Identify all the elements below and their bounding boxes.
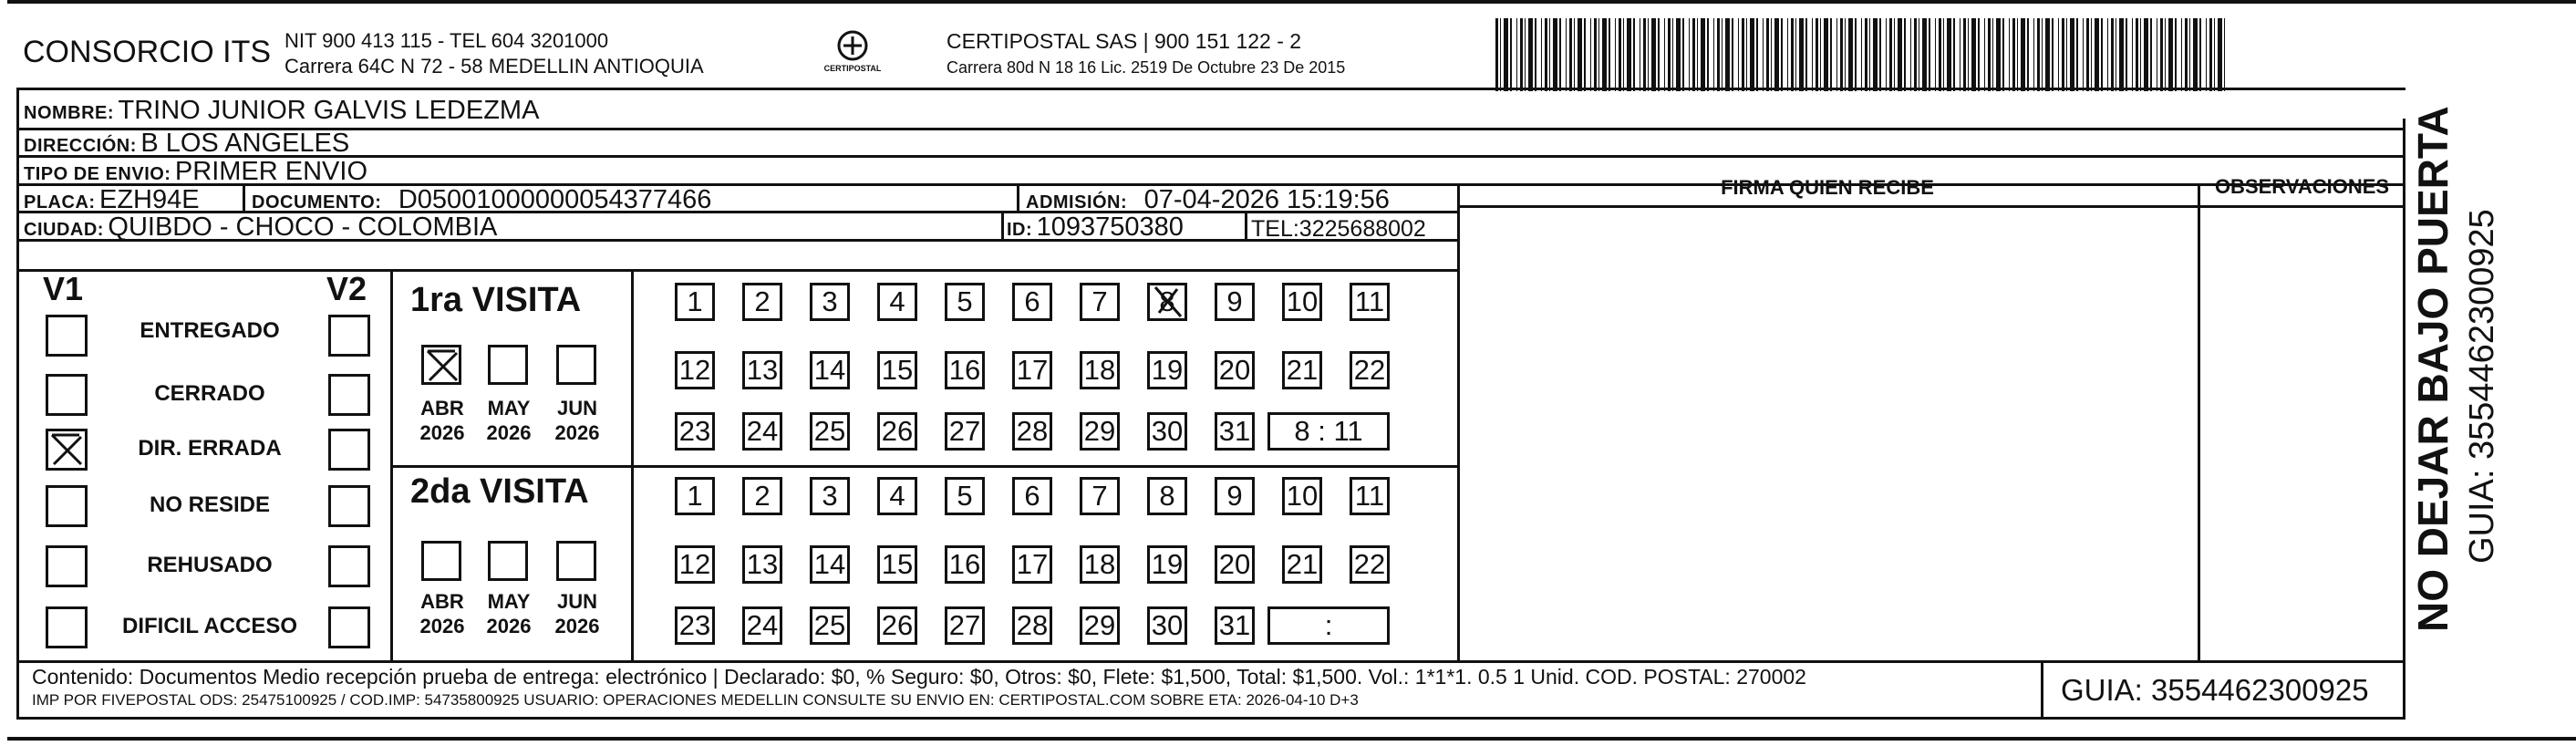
direccion-value: B LOS ANGELES [140,129,350,158]
month-label [479,589,539,638]
v2-checkbox[interactable] [328,374,370,416]
day-box[interactable]: 2 [742,283,782,321]
month-year: 2026 [419,421,465,444]
month-year: 2026 [486,615,532,637]
day-box[interactable]: 18 [1080,351,1120,389]
day-box[interactable]: 30 [1147,412,1187,451]
observaciones-header: OBSERVACIONES [2214,175,2390,198]
month-name: ABR [420,590,464,613]
day-box[interactable]: 27 [945,606,985,645]
day-box[interactable]: 31 [1215,412,1255,451]
day-box[interactable]: 23 [675,606,715,645]
day-box[interactable]: 16 [945,545,985,584]
day-box[interactable]: 23 [675,412,715,451]
day-box[interactable]: 18 [1080,545,1120,584]
day-box[interactable]: 19 [1147,351,1187,389]
v1-checkbox[interactable] [46,606,88,648]
firma-signature-area[interactable] [1461,208,2195,658]
v2-checkbox[interactable] [328,545,370,587]
day-box[interactable]: 26 [877,606,917,645]
month-year: 2026 [554,421,600,444]
v2-checkbox[interactable] [328,315,370,357]
day-box[interactable]: 1 [675,477,715,515]
footer-contenido: Contenido: Documentos Medio recepción prueba de entrega: electrónico | Declarado: $0, % Seguro: $0, Otros: $0, Flete: $1,500, Total: $1,500. Vol.: 1*1*1. 0.5 1 Unid. COD. POSTAL: 270002 [32,665,1806,689]
day-box[interactable]: 5 [945,283,985,321]
month-name: MAY [487,397,531,420]
tipo-row [24,157,367,187]
day-box[interactable]: 19 [1147,545,1187,584]
day-box[interactable]: 22 [1350,351,1390,389]
day-box[interactable]: 4 [877,283,917,321]
ciudad-label: CIUDAD: [24,220,104,240]
day-box[interactable]: 17 [1012,351,1052,389]
month-name: JUN [556,590,597,613]
ciudad-field [24,212,497,243]
day-box[interactable]: 22 [1350,545,1390,584]
day-box[interactable]: 14 [810,545,850,584]
month-checkbox[interactable] [421,541,461,581]
status-label: CERRADO [154,381,265,406]
courier-line: CERTIPOSTAL SAS | 900 151 122 - 2 [947,29,1302,53]
direccion-label: DIRECCIÓN: [24,136,137,156]
v1-label: V1 [43,270,84,307]
month-year: 2026 [554,615,600,637]
day-box[interactable]: 24 [742,412,782,451]
day-box[interactable]: 21 [1282,351,1322,389]
day-box[interactable]: 6 [1012,283,1052,321]
day-box[interactable]: 14 [810,351,850,389]
day-box[interactable]: 28 [1012,412,1052,451]
v1-checkbox[interactable] [46,315,88,357]
day-box[interactable]: 26 [877,412,917,451]
visita1-title: 1ra VISITA [410,281,582,319]
nombre-row [24,96,539,126]
month-name: JUN [556,397,597,420]
ciudad-value: QUIBDO - CHOCO - COLOMBIA [108,212,498,242]
day-box[interactable]: 13 [742,545,782,584]
v1-checkbox[interactable] [46,374,88,416]
day-box[interactable]: 9 [1215,283,1255,321]
tel-field [1251,216,1426,243]
day-box[interactable]: 28 [1012,606,1052,645]
v1-checkbox[interactable] [46,545,88,587]
month-checkbox[interactable] [556,345,596,385]
day-box[interactable]: 1 [675,283,715,321]
month-label [412,589,472,638]
placa-field [24,185,200,215]
company-address: Carrera 64C N 72 - 58 MEDELLIN ANTIOQUIA [284,55,704,78]
day-box[interactable]: 8 [1147,477,1187,515]
admision-label: ADMISIÓN: [1026,192,1128,212]
day-box[interactable]: 15 [877,545,917,584]
status-label: REHUSADO [147,553,273,577]
day-box[interactable]: 15 [877,351,917,389]
tipo-label: TIPO DE ENVIO: [24,164,171,184]
month-label [547,589,607,638]
direccion-row [24,129,349,159]
month-year: 2026 [486,421,532,444]
status-label: DIFICIL ACCESO [121,614,297,638]
day-box[interactable]: 6 [1012,477,1052,515]
day-box[interactable]: 16 [945,351,985,389]
day-box[interactable]: 24 [742,606,782,645]
day-box[interactable]: 21 [1282,545,1322,584]
day-box[interactable]: 20 [1215,351,1255,389]
day-box[interactable]: 7 [1080,477,1120,515]
day-box[interactable]: 2 [742,477,782,515]
day-box[interactable]: 4 [877,477,917,515]
day-box[interactable]: 10 [1282,477,1322,515]
documento-field [252,185,711,215]
month-checkbox[interactable] [488,541,528,581]
month-label [547,396,607,445]
status-label: NO RESIDE [149,492,271,517]
company-name: CONSORCIO ITS [23,35,272,69]
certipostal-logo [821,27,885,82]
time-box[interactable]: : [1267,606,1390,645]
day-box[interactable]: 29 [1080,606,1120,645]
time-box[interactable]: 8 : 11 [1267,412,1390,451]
day-box[interactable]: 11 [1350,283,1390,321]
day-box[interactable]: 31 [1215,606,1255,645]
tipo-value: PRIMER ENVIO [174,157,368,186]
month-label [412,396,472,445]
day-box[interactable]: 25 [810,412,850,451]
footer-guia: GUIA: 3554462300925 [2061,673,2369,707]
day-box[interactable]: 10 [1282,283,1322,321]
month-name: MAY [487,590,531,613]
day-box[interactable]: 7 [1080,283,1120,321]
day-box[interactable]: 30 [1147,606,1187,645]
nombre-label: NOMBRE: [24,103,115,123]
day-box[interactable]: 12 [675,351,715,389]
side-no-dejar: NO DEJAR BAJO PUERTA [2409,106,2457,632]
day-box[interactable]: 11 [1350,477,1390,515]
logo-text: CERTIPOSTAL [823,64,882,73]
day-box[interactable]: 3 [810,283,850,321]
nombre-value: TRINO JUNIOR GALVIS LEDEZMA [118,96,540,125]
tel-value: 3225688002 [1298,216,1426,242]
day-box[interactable]: 5 [945,477,985,515]
day-box[interactable]: 27 [945,412,985,451]
day-box[interactable]: 13 [742,351,782,389]
v1-checkbox[interactable] [46,429,88,471]
placa-value: EZH94E [99,185,200,214]
month-year: 2026 [419,615,465,637]
visita2-title: 2da VISITA [410,472,589,511]
day-box[interactable]: 9 [1215,477,1255,515]
id-label: ID: [1007,220,1033,240]
documento-label: DOCUMENTO: [252,192,382,212]
documento-value: D05001000000054377466 [398,185,712,214]
nit-line: NIT 900 413 115 - TEL 604 3201000 [284,29,609,52]
side-guia: GUIA: 3554462300925 [2463,209,2501,564]
day-box[interactable]: 20 [1215,545,1255,584]
month-label [479,396,539,445]
v1-checkbox[interactable] [46,485,88,527]
v2-label: V2 [326,270,367,307]
month-name: ABR [420,397,464,420]
day-box[interactable]: 3 [810,477,850,515]
tel-label: TEL: [1251,216,1299,242]
day-box[interactable]: 8 [1147,283,1187,321]
footer-imp: IMP POR FIVEPOSTAL ODS: 25475100925 / COD.IMP: 54735800925 USUARIO: OPERACIONES MEDELLIN CONSULTE SU ENVIO EN: CERTIPOSTAL.COM SOBRE ETA: 2026-04-10 D+3 [32,691,1359,709]
placa-label: PLACA: [24,192,96,212]
firma-header: FIRMA QUIEN RECIBE [1721,176,1934,199]
v2-checkbox[interactable] [328,429,370,471]
v2-checkbox[interactable] [328,485,370,527]
month-checkbox[interactable] [488,345,528,385]
courier-address: Carrera 80d N 18 16 Lic. 2519 De Octubre 23 De 2015 [947,58,1346,77]
admision-field [1026,185,1390,215]
id-field [1007,212,1184,243]
day-box[interactable]: 25 [810,606,850,645]
day-box[interactable]: 29 [1080,412,1120,451]
barcode [1495,18,2225,91]
v2-checkbox[interactable] [328,606,370,648]
day-box[interactable]: 17 [1012,545,1052,584]
id-value: 1093750380 [1036,212,1184,242]
status-label: ENTREGADO [140,318,280,343]
day-box[interactable]: 12 [675,545,715,584]
admision-value: 07-04-2026 15:19:56 [1143,185,1390,214]
observaciones-area[interactable] [2201,208,2400,658]
month-checkbox[interactable] [421,345,461,385]
status-label: DIR. ERRADA [138,436,282,461]
month-checkbox[interactable] [556,541,596,581]
